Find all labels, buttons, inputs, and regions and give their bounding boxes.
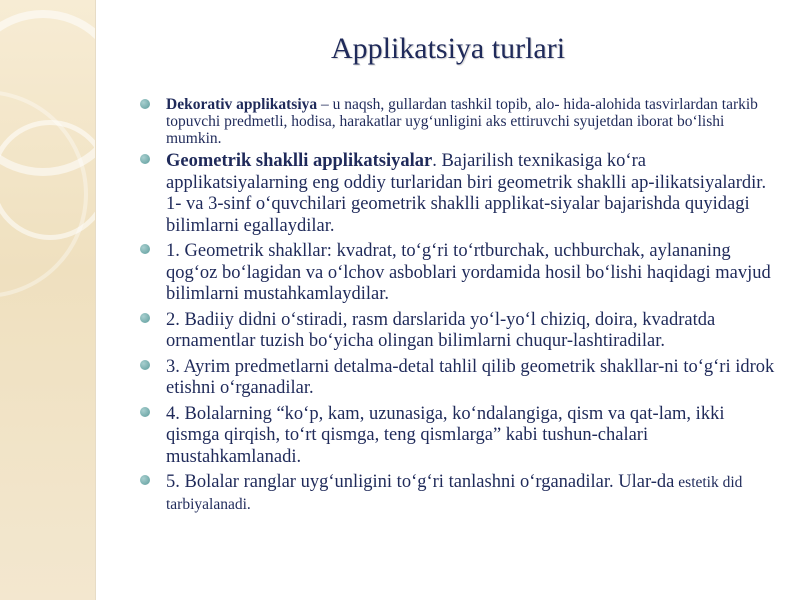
item-text: [166, 151, 780, 237]
item-body-small: estetik did tarbiyalanadi.: [166, 474, 743, 513]
bullet-icon: [140, 475, 150, 485]
bullet-icon: [140, 99, 150, 109]
bullet-icon: [140, 154, 150, 164]
item-term: Geometrik shaklli applikatsiyalar: [166, 151, 433, 171]
item-body: 5. Bolalar ranglar uyg‘unligini to‘g‘ri tanlashni o‘rganadilar. Ular-da: [166, 472, 675, 492]
bullet-icon: [140, 407, 150, 417]
slide-title: Applikatsiya turlari: [330, 32, 566, 65]
item-text: [166, 472, 780, 515]
item-body: . Bajarilish texnikasiga ko‘ra applikatsiyalarning eng oddiy turlaridan biri geometrik shaklli ap-ilikatsiyalardir. 1- va 3-sinf o‘quvchilari geometrik shaklli applikat-siyalar bajarishda quyidagi bilimlarni egallaydilar.: [166, 151, 767, 236]
list-item: [140, 310, 780, 353]
bullet-icon: [140, 360, 150, 370]
item-text: 3. Ayrim predmetlarni detalma-detal tahlil qilib geometrik shakllar-ni to‘g‘ri idrok etishni o‘rganadilar.: [166, 356, 775, 398]
item-term: Dekorativ applikatsiya: [166, 96, 318, 113]
list-item: [140, 472, 780, 515]
panel-divider: [95, 0, 96, 600]
item-text: 2. Badiiy didni o‘stiradi, rasm darslarida yo‘l-yo‘l chiziq, doira, kvadratda ornamentlar tuzish bo‘yicha olingan bilimlarni chuqur-lashtiradilar.: [166, 309, 716, 351]
list-item: [140, 96, 780, 147]
item-text: 4. Bolalarning “ko‘p, kam, uzunasiga, ko‘ndalangiga, qism va qat-lam, ikki qismga qirqish, to‘rt qismga, teng qismlarga” kabi tushun-chalari mustahkamlanadi.: [166, 403, 725, 467]
decorative-side-panel: [0, 0, 95, 600]
list-item: [140, 241, 780, 306]
item-text: [166, 96, 780, 147]
slide-content: [140, 96, 780, 515]
bullet-icon: [140, 244, 150, 254]
item-body: – u naqsh, gullardan tashkil topib, alo- hida-alohida tasvirlardan tarkib topuvchi predmetli, hodisa, harakatlar uyg‘unligini aks ettiruvchi syujetdan iborat bo‘lishi mumkin.: [166, 96, 758, 147]
list-item: [140, 151, 780, 237]
bullet-icon: [140, 313, 150, 323]
list-item: [140, 357, 780, 400]
list-item: [140, 404, 780, 469]
item-text: 1. Geometrik shakllar: kvadrat, to‘g‘ri to‘rtburchak, uchburchak, aylananing qog‘oz bo‘lagidan va o‘lchov asboblari yordamida hosil bo‘lishi haqidagi mavjud bilimlarni mustahkamlaydilar.: [166, 241, 771, 304]
